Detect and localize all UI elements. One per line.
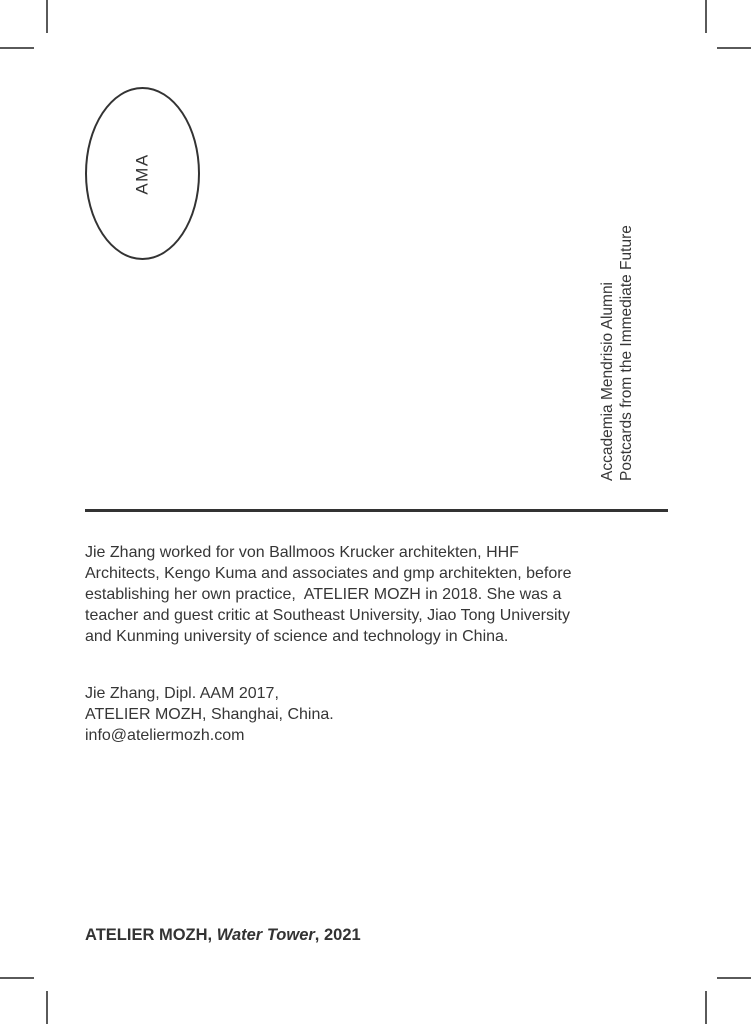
crop-mark-bottom-right-vertical: [705, 991, 707, 1024]
sidebar-vertical-text: [598, 181, 636, 481]
crop-mark-top-left-vertical: [46, 0, 48, 33]
contact-line: ATELIER MOZH, Shanghai, China.: [85, 706, 334, 723]
crop-mark-top-left-horizontal: [0, 47, 34, 49]
bio-paragraph: [85, 542, 572, 647]
bio-line: Architects, Kengo Kuma and associates and gmp architekten, before: [85, 565, 572, 582]
sidebar-text-line-alumni: Accademia Mendrisio Alumni: [599, 281, 616, 481]
crop-mark-top-right-horizontal: [717, 47, 751, 49]
divider-rule: [85, 509, 668, 512]
bio-line: teacher and guest critic at Southeast University, Jiao Tong University: [85, 607, 570, 624]
crop-mark-top-right-vertical: [705, 0, 707, 33]
contact-line: Jie Zhang, Dipl. AAM 2017,: [85, 685, 279, 702]
work-caption: [85, 925, 361, 946]
bio-line: establishing her own practice, ATELIER MOZH in 2018. She was a: [85, 586, 562, 603]
caption-studio-name: ATELIER MOZH,: [85, 926, 217, 944]
bio-line: and Kunming university of science and technology in China.: [85, 628, 509, 645]
ama-stamp-ellipse: [85, 87, 200, 260]
bio-line: Jie Zhang worked for von Ballmoos Krucker architekten, HHF: [85, 544, 519, 561]
ama-stamp-label: AMA: [132, 152, 152, 195]
crop-mark-bottom-right-horizontal: [717, 977, 751, 979]
contact-line: info@ateliermozh.com: [85, 727, 245, 744]
crop-mark-bottom-left-vertical: [46, 991, 48, 1024]
caption-work-title: Water Tower: [216, 926, 315, 944]
crop-mark-bottom-left-horizontal: [0, 977, 34, 979]
contact-block: [85, 683, 334, 746]
sidebar-text-line-postcards: Postcards from the Immediate Future: [618, 225, 635, 481]
caption-year: , 2021: [314, 926, 361, 944]
